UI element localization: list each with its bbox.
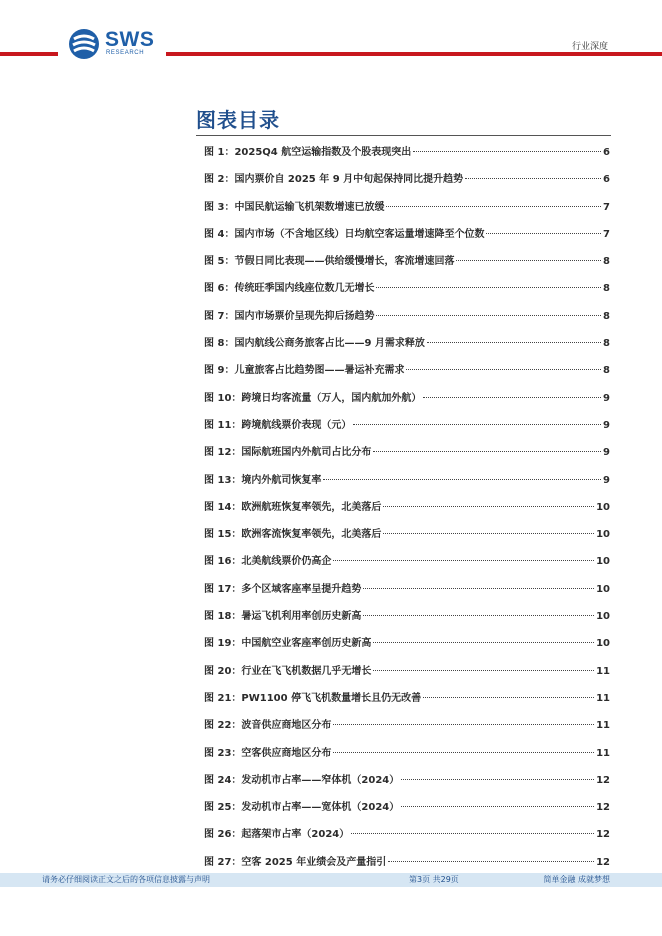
header-rule-left (0, 52, 58, 56)
toc-entry-page: 10 (596, 583, 610, 595)
toc-entry[interactable] (204, 337, 610, 364)
toc-entry[interactable] (204, 828, 610, 855)
toc-entry[interactable] (204, 637, 610, 664)
toc-entry-label: 图 1：2025Q4 航空运输指数及个股表现突出 (204, 147, 412, 158)
toc-entry[interactable] (204, 774, 610, 801)
toc-entry-label: 图 23：空客供应商地区分布 (204, 747, 332, 759)
toc-entry-page: 10 (596, 611, 610, 623)
toc-entry-label: 图 12：国际航班国内外航司占比分布 (204, 447, 372, 459)
toc-leader-dots (427, 342, 601, 343)
toc-entry-label: 图 27：空客 2025 年业绩会及产量指引 (204, 856, 387, 868)
toc-entry-label: 图 8：国内航线公商务旅客占比——9 月需求释放 (204, 338, 425, 350)
toc-entry-page: 8 (603, 365, 610, 377)
toc-leader-dots (333, 752, 594, 753)
title-divider (196, 135, 611, 136)
footer-disclaimer: 请务必仔细阅读正文之后的各项信息披露与声明 (42, 875, 210, 884)
toc-entry-page: 12 (596, 774, 610, 786)
toc-entry-label: 图 22：波音供应商地区分布 (204, 720, 332, 732)
toc-entry-page: 12 (596, 856, 610, 868)
toc-entry-page: 10 (596, 556, 610, 568)
toc-leader-dots (363, 615, 594, 616)
table-of-figures (204, 146, 610, 883)
toc-entry-page: 8 (603, 338, 610, 350)
toc-entry-page: 8 (603, 283, 610, 295)
toc-leader-dots (333, 724, 594, 725)
toc-entry-label: 图 14：欧洲航班恢复率领先，北美落后 (204, 501, 382, 513)
toc-leader-dots (383, 533, 594, 534)
toc-entry-label: 图 17：多个区域客座率呈提升趋势 (204, 583, 362, 595)
toc-entry-page: 7 (603, 201, 610, 213)
logo-text: SWS (105, 28, 155, 51)
toc-entry[interactable] (204, 474, 610, 501)
toc-leader-dots (423, 397, 601, 398)
toc-leader-dots (373, 670, 594, 671)
toc-entry[interactable] (204, 583, 610, 610)
toc-entry[interactable] (204, 146, 610, 173)
toc-leader-dots (351, 833, 594, 834)
toc-entry[interactable] (204, 392, 610, 419)
toc-entry-page: 8 (603, 256, 610, 268)
toc-entry-label: 图 15：欧洲客流恢复率领先，北美落后 (204, 529, 382, 541)
toc-entry[interactable] (204, 555, 610, 582)
report-type-label: 行业深度 (571, 42, 608, 52)
toc-entry-label: 图 25：发动机市占率——宽体机（2024） (204, 802, 400, 814)
toc-entry[interactable] (204, 255, 610, 282)
footer-bar (0, 873, 662, 887)
toc-leader-dots (386, 206, 601, 207)
toc-entry[interactable] (204, 501, 610, 528)
toc-entry-label: 图 19：中国航空业客座率创历史新高 (204, 638, 372, 650)
toc-entry-page: 6 (603, 147, 610, 158)
toc-leader-dots (376, 315, 601, 316)
toc-entry-page: 11 (596, 692, 610, 704)
toc-entry-page: 9 (603, 419, 610, 431)
toc-leader-dots (353, 424, 601, 425)
toc-entry[interactable] (204, 364, 610, 391)
toc-entry-page: 12 (596, 802, 610, 814)
toc-entry-page: 10 (596, 529, 610, 541)
toc-leader-dots (401, 806, 594, 807)
toc-entry[interactable] (204, 719, 610, 746)
logo-subtext: RESEARCH (106, 50, 145, 56)
toc-entry-label: 图 13：境内外航司恢复率 (204, 474, 322, 486)
toc-entry-page: 11 (596, 747, 610, 759)
toc-entry[interactable] (204, 665, 610, 692)
toc-entry[interactable] (204, 801, 610, 828)
footer-slogan: 简单金融 成就梦想 (543, 875, 610, 884)
toc-entry-label: 图 26：起落架市占率（2024） (204, 829, 350, 841)
toc-leader-dots (373, 451, 601, 452)
toc-entry-label: 图 11：跨境航线票价表现（元） (204, 419, 352, 431)
toc-entry-label: 图 9：儿童旅客占比趋势图——暑运补充需求 (204, 365, 405, 377)
toc-entry-label: 图 7：国内市场票价呈现先抑后扬趋势 (204, 310, 375, 322)
sws-logo-mark-icon (68, 28, 100, 60)
toc-entry-page: 11 (596, 665, 610, 677)
toc-entry-page: 6 (603, 174, 610, 186)
toc-leader-dots (413, 151, 601, 152)
page-title: 图表目录 (196, 108, 280, 132)
toc-entry-label: 图 3：中国民航运输飞机架数增速已放缓 (204, 201, 385, 213)
toc-leader-dots (401, 779, 594, 780)
header-rule-right (166, 52, 662, 56)
toc-leader-dots (486, 233, 601, 234)
toc-entry[interactable] (204, 201, 610, 228)
toc-entry-label: 图 16：北美航线票价仍高企 (204, 556, 332, 568)
toc-entry-page: 9 (603, 474, 610, 486)
toc-entry-page: 11 (596, 720, 610, 732)
toc-leader-dots (363, 588, 594, 589)
toc-leader-dots (388, 861, 594, 862)
toc-leader-dots (406, 369, 601, 370)
toc-entry-label: 图 5：节假日同比表现——供给缓慢增长，客流增速回落 (204, 256, 455, 268)
footer-page-info: 第3页 共29页 (409, 875, 459, 884)
toc-entry[interactable] (204, 173, 610, 200)
toc-entry[interactable] (204, 610, 610, 637)
toc-entry[interactable] (204, 419, 610, 446)
toc-entry-page: 9 (603, 447, 610, 459)
toc-entry[interactable] (204, 310, 610, 337)
toc-entry-label: 图 6：传统旺季国内线座位数几无增长 (204, 283, 375, 295)
toc-entry[interactable] (204, 528, 610, 555)
toc-entry[interactable] (204, 747, 610, 774)
toc-entry-label: 图 10：跨境日均客流量（万人，国内航加外航） (204, 392, 422, 404)
toc-leader-dots (383, 506, 594, 507)
toc-entry-page: 12 (596, 829, 610, 841)
toc-leader-dots (376, 287, 601, 288)
toc-entry-label: 图 2：国内票价自 2025 年 9 月中旬起保持同比提升趋势 (204, 174, 464, 186)
toc-entry-page: 8 (603, 310, 610, 322)
toc-entry-page: 10 (596, 638, 610, 650)
toc-entry[interactable] (204, 228, 610, 255)
toc-leader-dots (333, 560, 594, 561)
toc-entry-page: 7 (603, 228, 610, 240)
toc-entry-label: 图 24：发动机市占率——窄体机（2024） (204, 774, 400, 786)
toc-leader-dots (456, 260, 601, 261)
toc-entry-page: 10 (596, 501, 610, 513)
toc-entry-page: 9 (603, 392, 610, 404)
toc-leader-dots (373, 642, 594, 643)
toc-leader-dots (323, 479, 601, 480)
toc-entry[interactable] (204, 692, 610, 719)
toc-entry-label: 图 4：国内市场（不含地区线）日均航空客运量增速降至个位数 (204, 228, 485, 240)
toc-entry-label: 图 18：暑运飞机利用率创历史新高 (204, 611, 362, 623)
toc-entry-label: 图 20：行业在飞飞机数据几乎无增长 (204, 665, 372, 677)
toc-leader-dots (423, 697, 594, 698)
toc-entry[interactable] (204, 282, 610, 309)
toc-entry[interactable] (204, 446, 610, 473)
toc-leader-dots (465, 178, 601, 179)
toc-entry-label: 图 21：PW1100 停飞飞机数量增长且仍无改善 (204, 692, 422, 704)
